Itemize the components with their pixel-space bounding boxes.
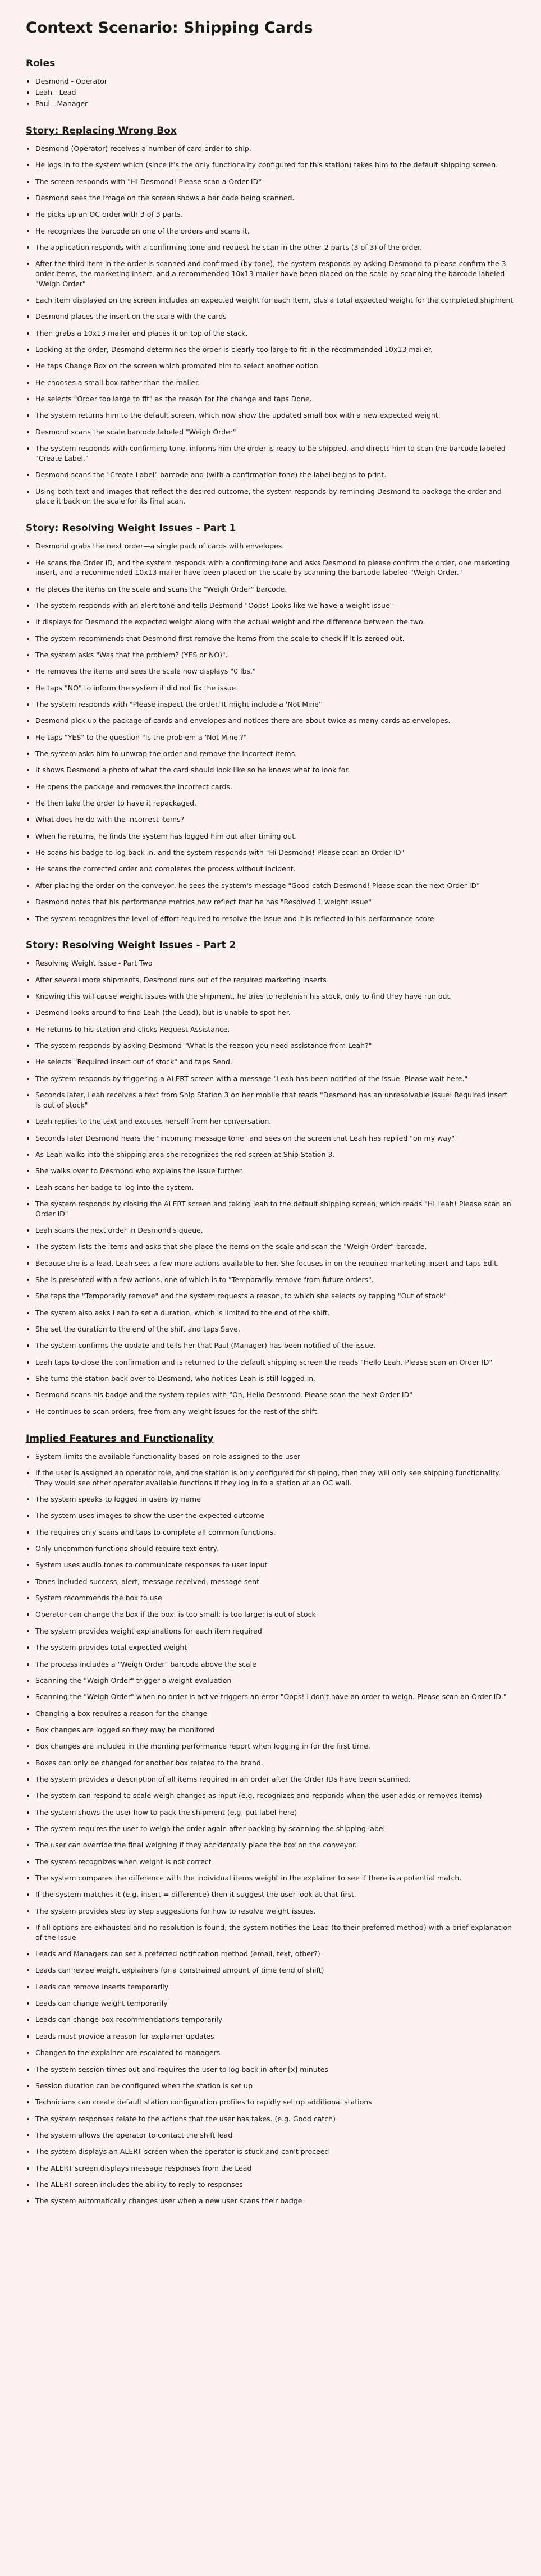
list-item: Leah scans her badge to log into the system. <box>35 1183 515 1193</box>
list-item: The system responds by triggering a ALERT screen with a message "Leah has been notified of the issue. Please wait here." <box>35 1074 515 1084</box>
list-item: Leads can change box recommendations temporarily <box>35 2015 515 2025</box>
bullet-list <box>26 1452 515 2206</box>
list-item: He opens the package and removes the incorrect cards. <box>35 782 515 792</box>
list-item: Scanning the "Weigh Order" when no order is active triggers an error "Oops! I don't have an order to weigh. Please scan an Order ID." <box>35 1692 515 1702</box>
list-item: What does he do with the incorrect items? <box>35 815 515 825</box>
list-item: Knowing this will cause weight issues with the shipment, he tries to replenish his stock, only to find they have run out. <box>35 991 515 1001</box>
list-item: As Leah walks into the shipping area she recognizes the red screen at Ship Station 3. <box>35 1150 515 1160</box>
list-item: The system speaks to logged in users by name <box>35 1494 515 1504</box>
list-item: He scans the Order ID, and the system responds with a confirming tone and asks Desmond to please confirm the order, one marketing insert, and a recommended 10x13 mailer have been placed on the scale by scanning the barcode labeled "Weigh Order." <box>35 558 515 578</box>
list-item: Leads can remove inserts temporarily <box>35 1982 515 1992</box>
list-item: Resolving Weight Issue - Part Two <box>35 958 515 968</box>
page-title: Context Scenario: Shipping Cards <box>26 19 313 36</box>
list-item: Desmond pick up the package of cards and envelopes and notices there are about twice as many cards as envelopes. <box>35 716 515 726</box>
list-item: If the system matches it (e.g. insert = difference) then it suggest the user look at that first. <box>35 1889 515 1900</box>
list-item: The system automatically changes user when a new user scans their badge <box>35 2196 515 2206</box>
list-item: The system displays an ALERT screen when the operator is stuck and can't proceed <box>35 2147 515 2157</box>
list-item: He scans the corrected order and completes the process without incident. <box>35 864 515 874</box>
list-item: The screen responds with "Hi Desmond! Please scan a Order ID" <box>35 177 515 187</box>
section-heading: Implied Features and Functionality <box>26 1433 214 1444</box>
list-item: The ALERT screen includes the ability to reply to responses <box>35 2180 515 2190</box>
section-heading: Story: Resolving Weight Issues - Part 2 <box>26 940 236 951</box>
section-heading: Roles <box>26 58 56 70</box>
list-item: Changing a box requires a reason for the change <box>35 1709 515 1719</box>
list-item: He then take the order to have it repackaged. <box>35 798 515 808</box>
list-item: He recognizes the barcode on one of the orders and scans it. <box>35 226 515 236</box>
list-item: After placing the order on the conveyor, he sees the system's message "Good catch Desmond! Please scan the next Order ID" <box>35 881 515 891</box>
list-item: Leads can change weight temporarily <box>35 1998 515 2008</box>
list-item: Session duration can be configured when the station is set up <box>35 2081 515 2091</box>
list-item: Desmond scans his badge and the system replies with "Oh, Hello Desmond. Please scan the next Order ID" <box>35 1390 515 1400</box>
list-item: It shows Desmond a photo of what the card should look like so he knows what to look for. <box>35 765 515 775</box>
list-item: Only uncommon functions should require text entry. <box>35 1544 515 1554</box>
section-heading: Story: Replacing Wrong Box <box>26 125 177 136</box>
list-item: The system shows the user how to pack the shipment (e.g. put label here) <box>35 1808 515 1818</box>
list-item: Desmond scans the scale barcode labeled "Weigh Order" <box>35 427 515 437</box>
list-item: Leads can revise weight explainers for a constrained amount of time (end of shift) <box>35 1965 515 1975</box>
list-item: The system confirms the update and tells her that Paul (Manager) has been notified of the issue. <box>35 1340 515 1351</box>
list-item: Technicians can create default station configuration profiles to rapidly set up additional stations <box>35 2097 515 2107</box>
list-item: He logs in to the system which (since it's the only functionality configured for this station) takes him to the default shipping screen. <box>35 160 515 170</box>
list-item: The system responds with "Please inspect the order. It might include a 'Not Mine'" <box>35 699 515 710</box>
roles-list <box>26 76 515 108</box>
list-item: Seconds later Desmond hears the "incoming message tone" and sees on the screen that Leah has replied "on my way" <box>35 1133 515 1143</box>
list-item: Desmond scans the "Create Label" barcode and (with a confirmation tone) the label begins to print. <box>35 470 515 480</box>
list-item: System limits the available functionality based on role assigned to the user <box>35 1452 515 1462</box>
list-item: If all options are exhausted and no resolution is found, the system notifies the Lead (to their preferred method) with a brief explanation of the issue <box>35 1923 515 1943</box>
list-item: Leah scans the next order in Desmond's queue. <box>35 1225 515 1236</box>
list-item: The process includes a "Weigh Order" barcode above the scale <box>35 1659 515 1669</box>
list-item: He taps "YES" to the question "Is the problem a 'Not Mine'?" <box>35 733 515 743</box>
list-item: Then grabs a 10x13 mailer and places it on top of the stack. <box>35 328 515 338</box>
list-item: The system responds with an alert tone and tells Desmond "Oops! Looks like we have a weight issue" <box>35 601 515 611</box>
list-item: Boxes can only be changed for another box related to the brand. <box>35 1758 515 1768</box>
list-item: He selects "Order too large to fit" as the reason for the change and taps Done. <box>35 394 515 404</box>
list-item: The system asks "Was that the problem? (YES or NO)". <box>35 650 515 660</box>
list-item: She taps the "Temporarily remove" and the system requests a reason, to which she selects by tapping "Out of stock" <box>35 1291 515 1301</box>
list-item: Leah taps to close the confirmation and is returned to the default shipping screen the reads "Hello Leah. Please scan an Order ID" <box>35 1357 515 1367</box>
list-item: He selects "Required insert out of stock" and taps Send. <box>35 1057 515 1067</box>
list-item: The ALERT screen displays message responses from the Lead <box>35 2163 515 2174</box>
list-item: After several more shipments, Desmond runs out of the required marketing inserts <box>35 975 515 985</box>
list-item: Box changes are included in the morning performance report when logging in for the first time. <box>35 1741 515 1751</box>
list-item: The application responds with a confirming tone and request he scan in the other 2 parts (3 of 3) of the order. <box>35 242 515 253</box>
list-item: Paul - Manager <box>35 99 515 109</box>
section-heading: Story: Resolving Weight Issues - Part 1 <box>26 523 236 534</box>
list-item: The system provides step by step suggestions for how to resolve weight issues. <box>35 1906 515 1916</box>
list-item: The system responds with confirming tone, informs him the order is ready to be shipped, and directs him to scan the barcode labeled "Create Label." <box>35 443 515 464</box>
list-item: The user can override the final weighing if they accidentally place the box on the conveyor. <box>35 1840 515 1850</box>
list-item: Looking at the order, Desmond determines the order is clearly too large to fit in the recommended 10x13 mailer. <box>35 345 515 355</box>
bullet-list <box>26 958 515 1416</box>
list-item: She set the duration to the end of the shift and taps Save. <box>35 1324 515 1334</box>
list-item: Leah - Lead <box>35 88 515 98</box>
list-item: System uses audio tones to communicate responses to user input <box>35 1560 515 1570</box>
list-item: She is presented with a few actions, one of which is to "Temporarily remove from future orders". <box>35 1275 515 1285</box>
list-item: Desmond sees the image on the screen shows a bar code being scanned. <box>35 193 515 203</box>
list-item: When he returns, he finds the system has logged him out after timing out. <box>35 831 515 841</box>
list-item: The system uses images to show the user the expected outcome <box>35 1511 515 1521</box>
list-item: Desmond places the insert on the scale with the cards <box>35 312 515 322</box>
list-item: The system responses relate to the actions that the user has takes. (e.g. Good catch) <box>35 2114 515 2124</box>
list-item: The system recognizes when weight is not correct <box>35 1857 515 1867</box>
list-item: He picks up an OC order with 3 of 3 parts. <box>35 209 515 219</box>
list-item: Leads must provide a reason for explainer updates <box>35 2031 515 2042</box>
list-item: Seconds later, Leah receives a text from Ship Station 3 on her mobile that reads "Desmond has an unresolvable issue: Required insert is out of stock" <box>35 1090 515 1110</box>
list-item: Scanning the "Weigh Order" trigger a weight evaluation <box>35 1676 515 1686</box>
list-item: Box changes are logged so they may be monitored <box>35 1725 515 1735</box>
list-item: The system responds by asking Desmond "What is the reason you need assistance from Leah?" <box>35 1041 515 1051</box>
list-item: He taps Change Box on the screen which prompted him to select another option. <box>35 361 515 371</box>
list-item: The system provides weight explanations for each item required <box>35 1626 515 1636</box>
list-item: Using both text and images that reflect the desired outcome, the system responds by reminding Desmond to package the order and place it back on the scale for its final scan. <box>35 487 515 507</box>
list-item: Desmond notes that his performance metrics now reflect that he has "Resolved 1 weight issue" <box>35 897 515 907</box>
list-item: He places the items on the scale and scans the "Weigh Order" barcode. <box>35 584 515 594</box>
list-item: Desmond grabs the next order—a single pack of cards with envelopes. <box>35 541 515 551</box>
list-item: The system recognizes the level of effort required to resolve the issue and it is reflected in his performance score <box>35 914 515 924</box>
list-item: After the third item in the order is scanned and confirmed (by tone), the system responds by asking Desmond to please confirm the 3 order items, the marketing insert, and a recommended 10x13 mailer have been placed on the scale by scanning the barcode labeled "Weigh Order" <box>35 259 515 289</box>
list-item: She turns the station back over to Desmond, who notices Leah is still logged in. <box>35 1374 515 1384</box>
list-item: He scans his badge to log back in, and the system responds with "Hi Desmond! Please scan an Order ID" <box>35 848 515 858</box>
list-item: Leads and Managers can set a preferred notification method (email, text, other?) <box>35 1949 515 1959</box>
list-item: The system allows the operator to contact the shift lead <box>35 2130 515 2140</box>
list-item: Leah replies to the text and excuses herself from her conversation. <box>35 1117 515 1127</box>
list-item: If the user is assigned an operator role, and the station is only configured for shipping, then they will only see shipping functionality. They would see other operator available functions if they log in to a station at an OC wall. <box>35 1468 515 1488</box>
list-item: He chooses a small box rather than the mailer. <box>35 378 515 388</box>
list-item: He taps "NO" to inform the system it did not fix the issue. <box>35 683 515 693</box>
list-item: The system requires the user to weigh the order again after packing by scanning the shipping label <box>35 1824 515 1834</box>
list-item: The system compares the difference with the individual items weight in the explainer to see if there is a potential match. <box>35 1873 515 1883</box>
list-item: The system session times out and requires the user to log back in after [x] minutes <box>35 2065 515 2075</box>
list-item: The system returns him to the default screen, which now show the updated small box with a new expected weight. <box>35 410 515 420</box>
list-item: Desmond (Operator) receives a number of card order to ship. <box>35 144 515 154</box>
list-item: Each item displayed on the screen includes an expected weight for each item, plus a total expected weight for the completed shipment <box>35 295 515 305</box>
list-item: The system provides a description of all items required in an order after the Order IDs have been scanned. <box>35 1774 515 1785</box>
list-item: Changes to the explainer are escalated to managers <box>35 2048 515 2058</box>
list-item: Because she is a lead, Leah sees a few more actions available to her. She focuses in on the required marketing insert and taps Edit. <box>35 1259 515 1269</box>
list-item: Operator can change the box if the box: is too small; is too large; is out of stock <box>35 1609 515 1619</box>
list-item: He removes the items and sees the scale now displays "0 lbs." <box>35 666 515 676</box>
list-item: The system provides total expected weight <box>35 1642 515 1653</box>
list-item: The system also asks Leah to set a duration, which is limited to the end of the shift. <box>35 1308 515 1318</box>
document-sections <box>26 57 515 2206</box>
list-item: He continues to scan orders, free from any weight issues for the rest of the shift. <box>35 1407 515 1417</box>
list-item: She walks over to Desmond who explains the issue further. <box>35 1166 515 1176</box>
list-item: The requires only scans and taps to complete all common functions. <box>35 1527 515 1538</box>
list-item: The system can respond to scale weigh changes as input (e.g. recognizes and responds when the user adds or removes items) <box>35 1791 515 1801</box>
list-item: Desmond - Operator <box>35 76 515 86</box>
list-item: He returns to his station and clicks Request Assistance. <box>35 1024 515 1035</box>
bullet-list <box>26 144 515 506</box>
list-item: The system lists the items and asks that she place the items on the scale and scan the "Weigh Order" barcode. <box>35 1242 515 1252</box>
bullet-list <box>26 541 515 923</box>
list-item: Desmond looks around to find Leah (the Lead), but is unable to spot her. <box>35 1008 515 1018</box>
list-item: Tones included success, alert, message received, message sent <box>35 1577 515 1587</box>
list-item: The system asks him to unwrap the order and remove the incorrect items. <box>35 749 515 759</box>
list-item: The system recommends that Desmond first remove the items from the scale to check if it is zeroed out. <box>35 634 515 644</box>
list-item: The system responds by closing the ALERT screen and taking leah to the default shipping screen, which reads "Hi Leah! Please scan an Order ID" <box>35 1199 515 1219</box>
list-item: System recommends the box to use <box>35 1593 515 1603</box>
list-item: It displays for Desmond the expected weight along with the actual weight and the difference between the two. <box>35 617 515 627</box>
